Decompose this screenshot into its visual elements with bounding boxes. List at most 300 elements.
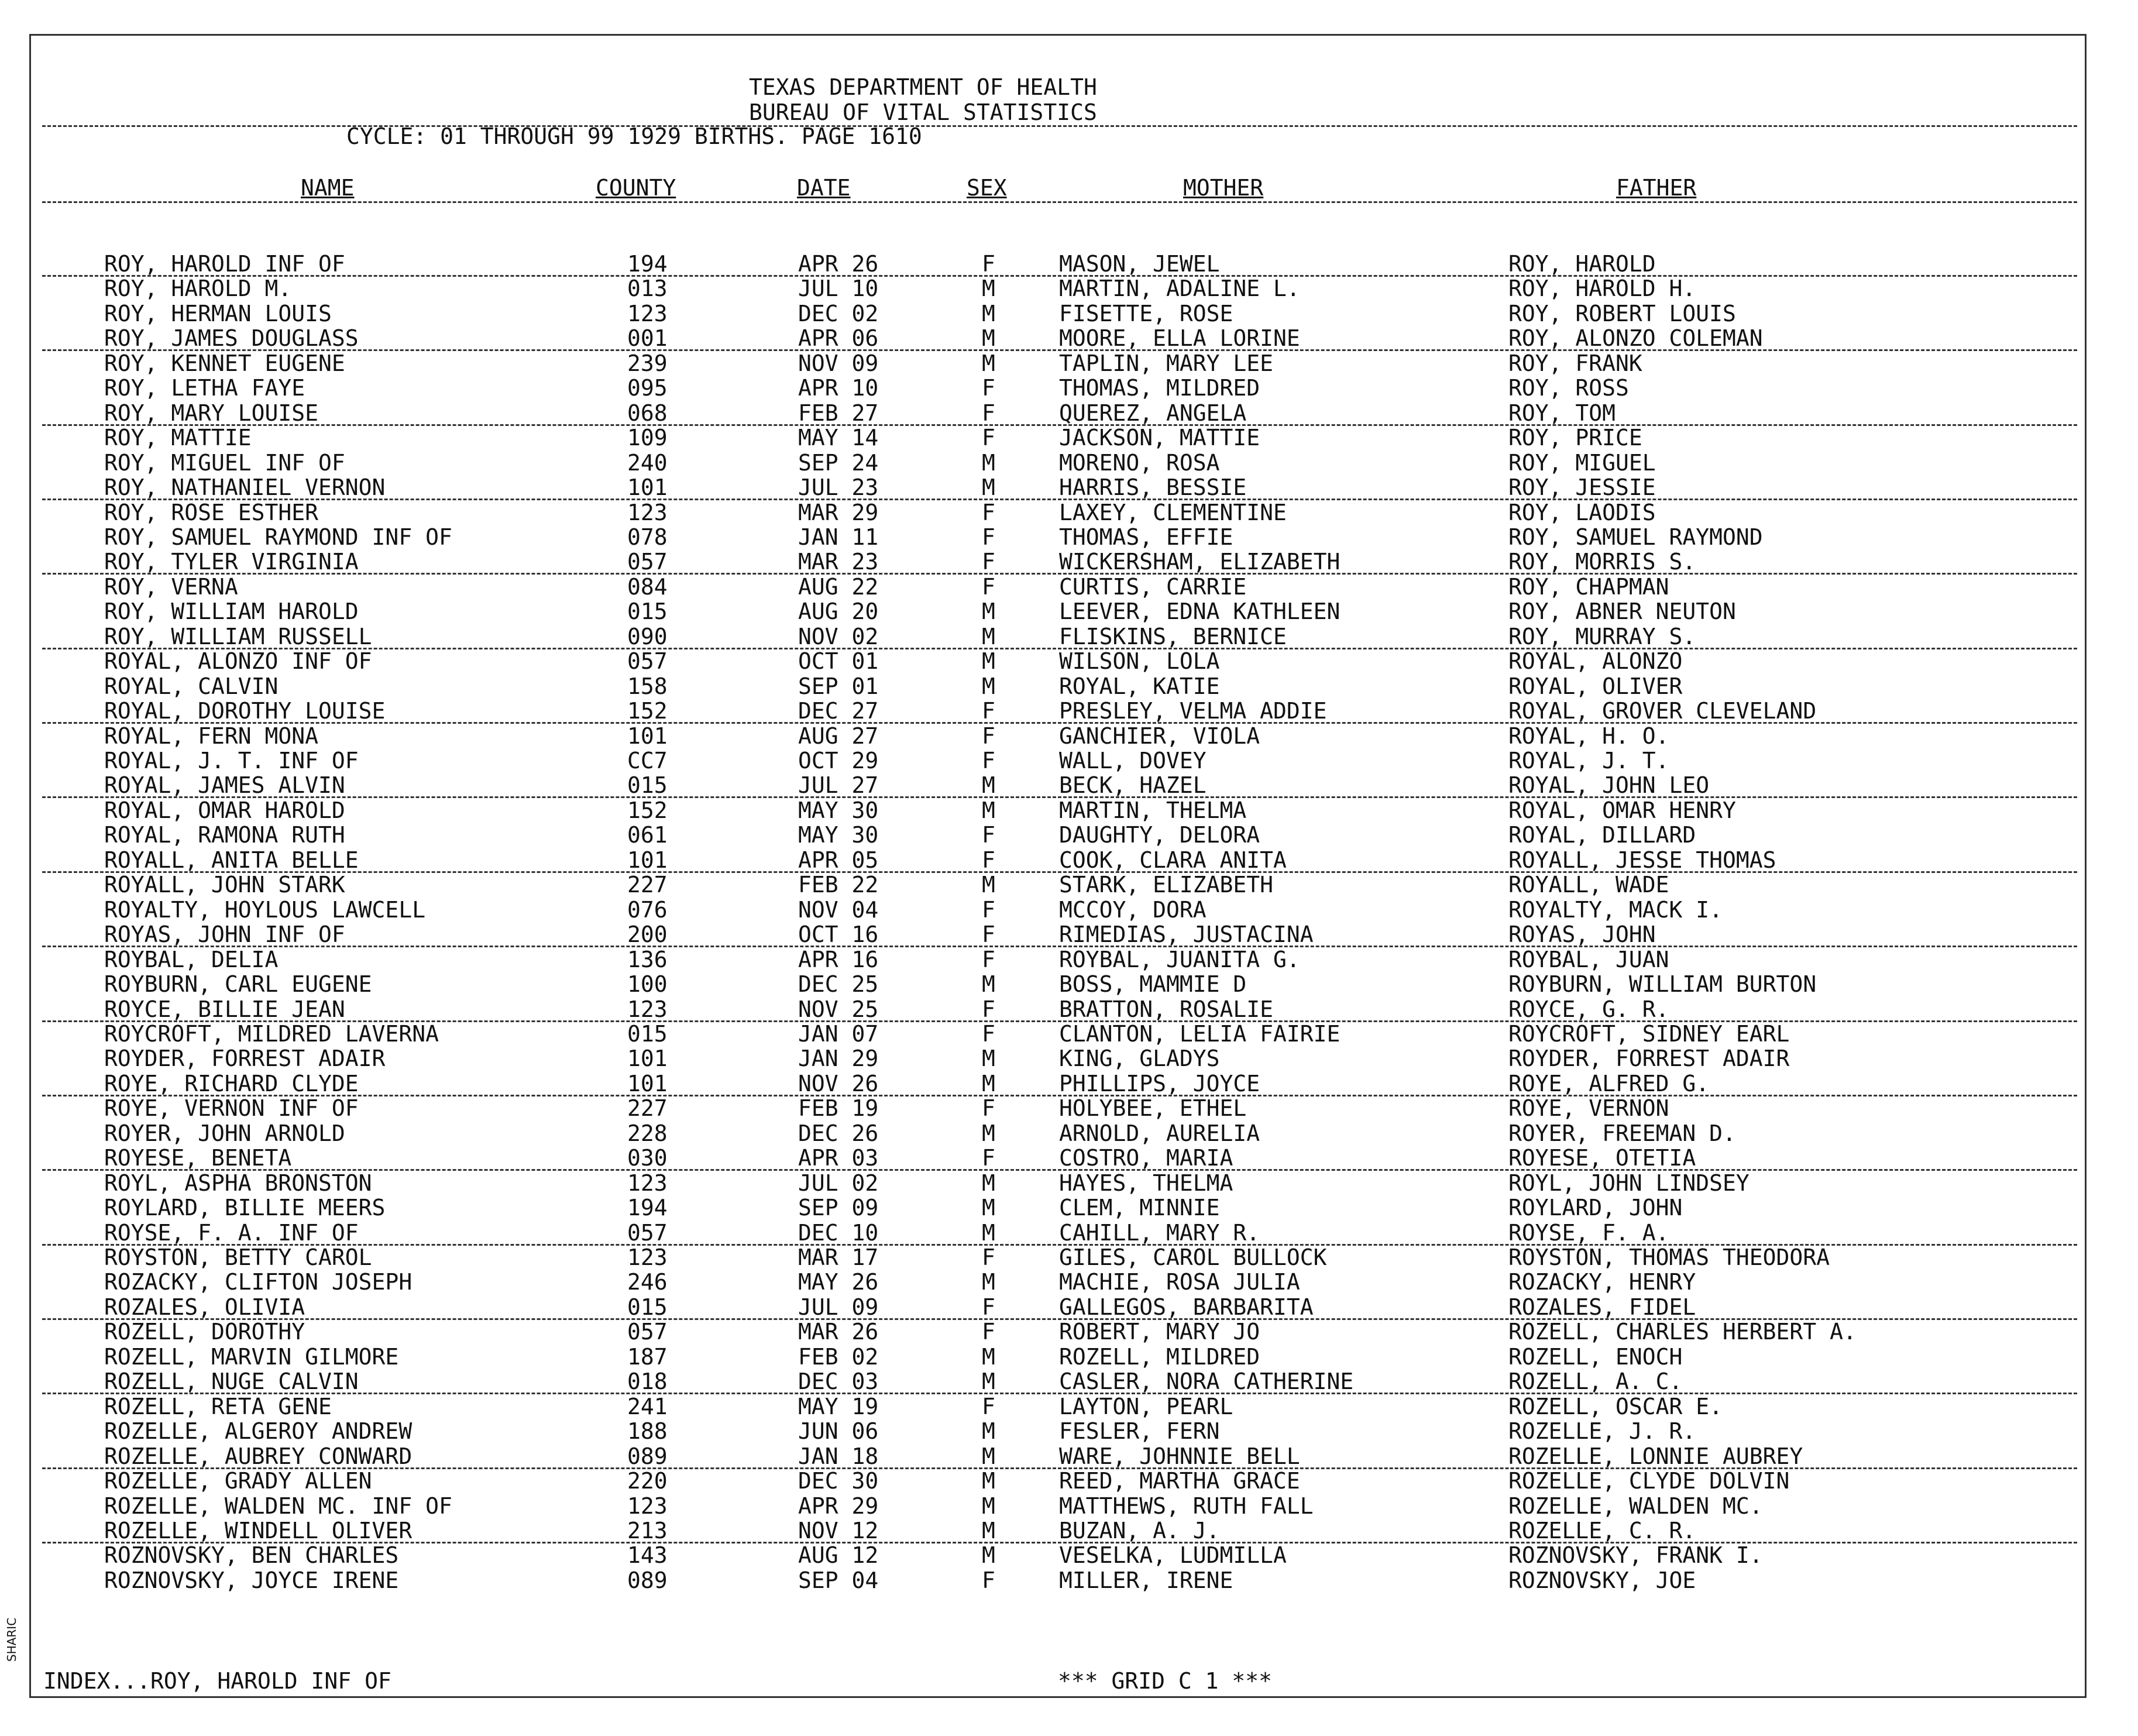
cell-mother: JACKSON, MATTIE xyxy=(1059,425,1260,451)
cell-county: 152 xyxy=(627,797,668,823)
cell-county: 187 xyxy=(627,1344,668,1370)
column-header-date: DATE xyxy=(797,175,851,201)
cell-father: ROY, MORRIS S. xyxy=(1508,549,1696,575)
cell-sex: F xyxy=(982,947,995,972)
cell-father: ROY, ROBERT LOUIS xyxy=(1508,301,1736,326)
cell-date: JUL 09 xyxy=(798,1294,879,1320)
column-header-county: COUNTY xyxy=(596,175,676,201)
cell-date: DEC 02 xyxy=(798,301,879,326)
cell-name: ROYAL, RAMONA RUTH xyxy=(104,822,345,848)
cell-sex: F xyxy=(982,897,995,923)
cell-father: ROYE, ALFRED G. xyxy=(1508,1071,1710,1096)
table-row xyxy=(0,773,2138,797)
cell-date: MAR 23 xyxy=(798,549,879,575)
cell-date: DEC 03 xyxy=(798,1369,879,1394)
cell-name: ROYALL, JOHN STARK xyxy=(104,872,345,898)
cell-mother: QUEREZ, ANGELA xyxy=(1059,400,1247,426)
cell-county: 084 xyxy=(627,574,668,600)
cell-name: ROZNOVSKY, JOYCE IRENE xyxy=(104,1567,399,1593)
cell-sex: M xyxy=(982,1120,995,1146)
cell-county: 057 xyxy=(627,1220,668,1246)
cell-county: 015 xyxy=(627,1294,668,1320)
cell-county: 076 xyxy=(627,897,668,923)
cell-father: ROY, SAMUEL RAYMOND xyxy=(1508,524,1763,550)
cell-name: ROZELL, NUGE CALVIN xyxy=(104,1369,359,1394)
cell-father: ROYCE, G. R. xyxy=(1508,996,1669,1022)
cell-name: ROYL, ASPHA BRONSTON xyxy=(104,1170,372,1196)
cell-date: AUG 20 xyxy=(798,599,879,624)
cell-name: ROY, SAMUEL RAYMOND INF OF xyxy=(104,524,452,550)
cell-father: ROYLARD, JOHN xyxy=(1508,1195,1683,1221)
cell-name: ROY, WILLIAM HAROLD xyxy=(104,599,359,624)
cell-mother: BECK, HAZEL xyxy=(1059,772,1207,798)
cell-father: ROZACKY, HENRY xyxy=(1508,1269,1696,1295)
cell-mother: STARK, ELIZABETH xyxy=(1059,872,1274,898)
cell-name: ROZALES, OLIVIA xyxy=(104,1294,305,1320)
cell-county: 095 xyxy=(627,375,668,401)
cell-father: ROY, HAROLD H. xyxy=(1508,276,1696,301)
table-row xyxy=(0,1121,2138,1146)
cell-name: ROYSE, F. A. INF OF xyxy=(104,1220,359,1246)
cell-date: MAR 17 xyxy=(798,1245,879,1270)
cell-date: FEB 22 xyxy=(798,872,879,898)
cell-date: AUG 27 xyxy=(798,723,879,749)
table-row xyxy=(0,1146,2138,1170)
footer-index: INDEX...ROY, HAROLD INF OF xyxy=(43,1668,391,1694)
table-row xyxy=(0,1394,2138,1419)
table-row xyxy=(0,1046,2138,1071)
cell-date: NOV 09 xyxy=(798,350,879,376)
cell-name: ROYLARD, BILLIE MEERS xyxy=(104,1195,386,1221)
cell-father: ROY, ROSS xyxy=(1508,375,1629,401)
cell-mother: MARTIN, ADALINE L. xyxy=(1059,276,1300,301)
cell-name: ROY, MATTIE xyxy=(104,425,252,451)
table-row xyxy=(0,326,2138,350)
cell-name: ROYAL, ALONZO INF OF xyxy=(104,648,372,674)
cell-father: ROYAL, J. T. xyxy=(1508,748,1669,774)
cell-mother: FLISKINS, BERNICE xyxy=(1059,624,1287,649)
table-row xyxy=(0,500,2138,525)
cell-date: NOV 02 xyxy=(798,624,879,649)
cell-name: ROYALTY, HOYLOUS LAWCELL xyxy=(104,897,426,923)
cell-date: MAY 26 xyxy=(798,1269,879,1295)
cell-mother: ROZELL, MILDRED xyxy=(1059,1344,1260,1370)
cell-name: ROYALL, ANITA BELLE xyxy=(104,847,359,873)
cell-date: JUL 27 xyxy=(798,772,879,798)
cell-county: 220 xyxy=(627,1468,668,1494)
cell-mother: GANCHIER, VIOLA xyxy=(1059,723,1260,749)
cell-sex: M xyxy=(982,1468,995,1494)
cell-sex: M xyxy=(982,673,995,699)
cell-sex: F xyxy=(982,748,995,774)
cell-name: ROYCROFT, MILDRED LAVERNA xyxy=(104,1021,439,1047)
table-row xyxy=(0,1171,2138,1195)
cell-sex: F xyxy=(982,500,995,525)
cell-sex: M xyxy=(982,797,995,823)
cell-county: 090 xyxy=(627,624,668,649)
cell-name: ROY, NATHANIEL VERNON xyxy=(104,475,386,500)
cell-date: JAN 29 xyxy=(798,1046,879,1071)
cell-mother: BOSS, MAMMIE D xyxy=(1059,971,1247,997)
cell-sex: F xyxy=(982,251,995,277)
cell-date: SEP 09 xyxy=(798,1195,879,1221)
cell-name: ROY, HERMAN LOUIS xyxy=(104,301,332,326)
cell-date: DEC 26 xyxy=(798,1120,879,1146)
table-row xyxy=(0,1345,2138,1369)
cell-name: ROY, MIGUEL INF OF xyxy=(104,450,345,476)
table-row xyxy=(0,922,2138,947)
cell-mother: THOMAS, MILDRED xyxy=(1059,375,1260,401)
cell-county: 188 xyxy=(627,1418,668,1444)
cell-county: 213 xyxy=(627,1518,668,1544)
cell-father: ROY, TOM xyxy=(1508,400,1616,426)
cell-father: ROZELL, ENOCH xyxy=(1508,1344,1683,1370)
cell-date: JUN 06 xyxy=(798,1418,879,1444)
table-row xyxy=(0,276,2138,301)
cell-father: ROYBAL, JUAN xyxy=(1508,947,1669,972)
cell-sex: M xyxy=(982,772,995,798)
table-row xyxy=(0,575,2138,599)
cell-mother: CLANTON, LELIA FAIRIE xyxy=(1059,1021,1340,1047)
cell-mother: LEEVER, EDNA KATHLEEN xyxy=(1059,599,1340,624)
table-row xyxy=(0,599,2138,624)
table-row xyxy=(0,1444,2138,1469)
cell-mother: MARTIN, THELMA xyxy=(1059,797,1247,823)
cell-mother: THOMAS, EFFIE xyxy=(1059,524,1233,550)
cell-mother: ARNOLD, AURELIA xyxy=(1059,1120,1260,1146)
cell-mother: ROYBAL, JUANITA G. xyxy=(1059,947,1300,972)
cell-sex: M xyxy=(982,971,995,997)
cell-father: ROZELLE, CLYDE DOLVIN xyxy=(1508,1468,1790,1494)
header-title: TEXAS DEPARTMENT OF HEALTH xyxy=(749,74,1097,100)
table-row xyxy=(0,1543,2138,1567)
cell-father: ROYL, JOHN LINDSEY xyxy=(1508,1170,1749,1196)
cell-mother: ROYAL, KATIE xyxy=(1059,673,1220,699)
table-row xyxy=(0,649,2138,673)
table-row xyxy=(0,1096,2138,1120)
cell-county: 001 xyxy=(627,325,668,351)
cell-father: ROY, CHAPMAN xyxy=(1508,574,1669,600)
cell-county: 158 xyxy=(627,673,668,699)
cell-county: 089 xyxy=(627,1443,668,1469)
cell-date: OCT 16 xyxy=(798,922,879,947)
cell-father: ROYAL, OMAR HENRY xyxy=(1508,797,1736,823)
cell-name: ROZELL, RETA GENE xyxy=(104,1394,332,1419)
cell-mother: LAXEY, CLEMENTINE xyxy=(1059,500,1287,525)
cell-sex: M xyxy=(982,1443,995,1469)
cell-father: ROYALTY, MACK I. xyxy=(1508,897,1723,923)
cell-county: 061 xyxy=(627,822,668,848)
cell-mother: CLEM, MINNIE xyxy=(1059,1195,1220,1221)
cell-date: OCT 29 xyxy=(798,748,879,774)
cell-county: 152 xyxy=(627,698,668,724)
cell-date: MAY 19 xyxy=(798,1394,879,1419)
table-row xyxy=(0,1369,2138,1394)
cell-name: ROYAL, J. T. INF OF xyxy=(104,748,359,774)
cell-sex: M xyxy=(982,1493,995,1519)
cell-date: APR 29 xyxy=(798,1493,879,1519)
table-row xyxy=(0,1071,2138,1096)
cell-county: 194 xyxy=(627,251,668,277)
cell-sex: M xyxy=(982,325,995,351)
cell-name: ROZACKY, CLIFTON JOSEPH xyxy=(104,1269,413,1295)
cell-county: 246 xyxy=(627,1269,668,1295)
cell-county: 109 xyxy=(627,425,668,451)
cell-father: ROZELLE, C. R. xyxy=(1508,1518,1696,1544)
cell-date: NOV 04 xyxy=(798,897,879,923)
cell-mother: PHILLIPS, JOYCE xyxy=(1059,1071,1260,1096)
cell-date: JAN 07 xyxy=(798,1021,879,1047)
column-header-divider xyxy=(42,201,2077,203)
cell-county: 101 xyxy=(627,1071,668,1096)
cell-sex: M xyxy=(982,475,995,500)
cell-mother: MCCOY, DORA xyxy=(1059,897,1207,923)
cell-county: 015 xyxy=(627,1021,668,1047)
cell-father: ROY, ALONZO COLEMAN xyxy=(1508,325,1763,351)
cell-county: 101 xyxy=(627,1046,668,1071)
cell-mother: WARE, JOHNNIE BELL xyxy=(1059,1443,1300,1469)
cell-name: ROYE, RICHARD CLYDE xyxy=(104,1071,359,1096)
cell-sex: M xyxy=(982,1418,995,1444)
cell-county: 228 xyxy=(627,1120,668,1146)
cell-father: ROYAL, GROVER CLEVELAND xyxy=(1508,698,1817,724)
cell-date: MAY 30 xyxy=(798,822,879,848)
cell-county: 101 xyxy=(627,475,668,500)
cell-mother: WALL, DOVEY xyxy=(1059,748,1207,774)
cell-date: MAR 29 xyxy=(798,500,879,525)
cell-name: ROY, LETHA FAYE xyxy=(104,375,305,401)
side-stamp xyxy=(5,1617,28,1697)
cell-name: ROYBURN, CARL EUGENE xyxy=(104,971,372,997)
table-row xyxy=(0,1195,2138,1220)
cell-name: ROY, VERNA xyxy=(104,574,238,600)
cell-sex: M xyxy=(982,1542,995,1568)
cell-mother: CURTIS, CARRIE xyxy=(1059,574,1247,600)
cell-county: 015 xyxy=(627,599,668,624)
cell-name: ROYE, VERNON INF OF xyxy=(104,1095,359,1121)
cell-sex: F xyxy=(982,549,995,575)
cell-mother: CAHILL, MARY R. xyxy=(1059,1220,1260,1246)
cell-father: ROZELL, A. C. xyxy=(1508,1369,1683,1394)
cell-name: ROYAS, JOHN INF OF xyxy=(104,922,345,947)
cell-father: ROY, JESSIE xyxy=(1508,475,1656,500)
cell-sex: F xyxy=(982,1294,995,1320)
cell-name: ROZELLE, WALDEN MC. INF OF xyxy=(104,1493,452,1519)
cell-mother: RIMEDIAS, JUSTACINA xyxy=(1059,922,1314,947)
cell-mother: COSTRO, MARIA xyxy=(1059,1145,1233,1171)
cell-mother: HAYES, THELMA xyxy=(1059,1170,1233,1196)
cell-name: ROZELLE, WINDELL OLIVER xyxy=(104,1518,413,1544)
cell-date: DEC 10 xyxy=(798,1220,879,1246)
cell-name: ROYSTON, BETTY CAROL xyxy=(104,1245,372,1270)
cell-date: APR 05 xyxy=(798,847,879,873)
cell-father: ROZNOVSKY, JOE xyxy=(1508,1567,1696,1593)
cell-date: DEC 27 xyxy=(798,698,879,724)
cell-name: ROZELLE, AUBREY CONWARD xyxy=(104,1443,413,1469)
cell-sex: F xyxy=(982,698,995,724)
cell-county: 068 xyxy=(627,400,668,426)
cell-date: JUL 10 xyxy=(798,276,879,301)
table-row xyxy=(0,1518,2138,1543)
cell-mother: MILLER, IRENE xyxy=(1059,1567,1233,1593)
cell-date: FEB 02 xyxy=(798,1344,879,1370)
table-row xyxy=(0,376,2138,400)
cell-date: SEP 24 xyxy=(798,450,879,476)
cell-county: 015 xyxy=(627,772,668,798)
cell-name: ROYAL, DOROTHY LOUISE xyxy=(104,698,386,724)
cell-mother: GILES, CAROL BULLOCK xyxy=(1059,1245,1327,1270)
cell-father: ROYSE, F. A. xyxy=(1508,1220,1669,1246)
cell-father: ROZELL, OSCAR E. xyxy=(1508,1394,1723,1419)
cell-sex: M xyxy=(982,872,995,898)
cell-sex: F xyxy=(982,1095,995,1121)
cell-father: ROYAL, JOHN LEO xyxy=(1508,772,1710,798)
cell-date: FEB 19 xyxy=(798,1095,879,1121)
cell-mother: FESLER, FERN xyxy=(1059,1418,1220,1444)
table-row xyxy=(0,724,2138,748)
cell-sex: M xyxy=(982,1195,995,1221)
table-row xyxy=(0,1270,2138,1294)
header-subtitle: BUREAU OF VITAL STATISTICS xyxy=(749,99,1097,125)
cell-father: ROYALL, JESSE THOMAS xyxy=(1508,847,1776,873)
cell-date: NOV 25 xyxy=(798,996,879,1022)
cell-mother: MASON, JEWEL xyxy=(1059,251,1220,277)
cell-sex: M xyxy=(982,450,995,476)
cell-sex: F xyxy=(982,400,995,426)
column-header-sex: SEX xyxy=(967,175,1007,201)
cell-date: FEB 27 xyxy=(798,400,879,426)
column-header-name: NAME xyxy=(301,175,355,201)
cell-date: MAR 26 xyxy=(798,1319,879,1345)
cell-county: 013 xyxy=(627,276,668,301)
table-row xyxy=(0,823,2138,847)
cell-sex: M xyxy=(982,1220,995,1246)
cell-sex: M xyxy=(982,1269,995,1295)
cell-name: ROY, WILLIAM RUSSELL xyxy=(104,624,372,649)
cell-date: DEC 25 xyxy=(798,971,879,997)
cell-date: APR 10 xyxy=(798,375,879,401)
column-header-father: FATHER xyxy=(1616,175,1697,201)
cell-mother: PRESLEY, VELMA ADDIE xyxy=(1059,698,1327,724)
cell-father: ROY, FRANK xyxy=(1508,350,1642,376)
cell-sex: F xyxy=(982,1567,995,1593)
header-divider xyxy=(42,125,2077,127)
table-row xyxy=(0,1419,2138,1443)
cell-date: OCT 01 xyxy=(798,648,879,674)
cell-sex: M xyxy=(982,1046,995,1071)
cell-father: ROYALL, WADE xyxy=(1508,872,1669,898)
table-row xyxy=(0,947,2138,972)
cell-name: ROY, JAMES DOUGLASS xyxy=(104,325,359,351)
cell-name: ROY, MARY LOUISE xyxy=(104,400,319,426)
cell-sex: F xyxy=(982,847,995,873)
cell-father: ROYAL, DILLARD xyxy=(1508,822,1696,848)
table-row xyxy=(0,425,2138,450)
cell-mother: VESELKA, LUDMILLA xyxy=(1059,1542,1287,1568)
cell-name: ROZELL, DOROTHY xyxy=(104,1319,305,1345)
cell-county: 018 xyxy=(627,1369,668,1394)
cell-county: 101 xyxy=(627,847,668,873)
cell-date: APR 06 xyxy=(798,325,879,351)
cell-name: ROY, ROSE ESTHER xyxy=(104,500,319,525)
cell-father: ROZELLE, J. R. xyxy=(1508,1418,1696,1444)
table-row xyxy=(0,1494,2138,1518)
cell-county: 241 xyxy=(627,1394,668,1419)
cell-mother: MACHIE, ROSA JULIA xyxy=(1059,1269,1300,1295)
cell-sex: M xyxy=(982,1518,995,1544)
cell-mother: GALLEGOS, BARBARITA xyxy=(1059,1294,1314,1320)
cell-date: DEC 30 xyxy=(798,1468,879,1494)
table-row xyxy=(0,525,2138,549)
cell-father: ROYBURN, WILLIAM BURTON xyxy=(1508,971,1817,997)
cell-sex: M xyxy=(982,599,995,624)
cell-father: ROYDER, FORREST ADAIR xyxy=(1508,1046,1790,1071)
cell-mother: WILSON, LOLA xyxy=(1059,648,1220,674)
cell-mother: FISETTE, ROSE xyxy=(1059,301,1233,326)
cell-date: JAN 11 xyxy=(798,524,879,550)
cell-sex: F xyxy=(982,1245,995,1270)
cell-county: 227 xyxy=(627,1095,668,1121)
cell-date: AUG 12 xyxy=(798,1542,879,1568)
cell-date: SEP 04 xyxy=(798,1567,879,1593)
table-row xyxy=(0,1469,2138,1493)
column-header-mother: MOTHER xyxy=(1183,175,1264,201)
cell-mother: KING, GLADYS xyxy=(1059,1046,1220,1071)
cycle-line: CYCLE: 01 THROUGH 99 1929 BIRTHS. PAGE 1610 xyxy=(346,123,922,149)
cell-date: MAY 14 xyxy=(798,425,879,451)
footer-grid: *** GRID C 1 *** xyxy=(1058,1668,1273,1694)
cell-mother: REED, MARTHA GRACE xyxy=(1059,1468,1300,1494)
table-row xyxy=(0,549,2138,574)
cell-father: ROZELLE, LONNIE AUBREY xyxy=(1508,1443,1803,1469)
cell-father: ROYSTON, THOMAS THEODORA xyxy=(1508,1245,1830,1270)
cell-name: ROYAL, OMAR HAROLD xyxy=(104,797,345,823)
cell-sex: F xyxy=(982,1145,995,1171)
cell-sex: F xyxy=(982,922,995,947)
cell-sex: M xyxy=(982,1369,995,1394)
cell-name: ROYAL, FERN MONA xyxy=(104,723,319,749)
cell-county: CC7 xyxy=(627,748,668,774)
cell-sex: F xyxy=(982,996,995,1022)
table-row xyxy=(0,898,2138,922)
table-row xyxy=(0,699,2138,723)
cell-date: JUL 23 xyxy=(798,475,879,500)
cell-father: ROYAS, JOHN xyxy=(1508,922,1656,947)
cell-sex: F xyxy=(982,425,995,451)
cell-father: ROY, MIGUEL xyxy=(1508,450,1656,476)
cell-father: ROYAL, OLIVER xyxy=(1508,673,1683,699)
cell-date: NOV 26 xyxy=(798,1071,879,1096)
cell-county: 057 xyxy=(627,549,668,575)
cell-name: ROY, TYLER VIRGINIA xyxy=(104,549,359,575)
table-row xyxy=(0,624,2138,649)
cell-county: 123 xyxy=(627,301,668,326)
cell-mother: COOK, CLARA ANITA xyxy=(1059,847,1287,873)
cell-mother: LAYTON, PEARL xyxy=(1059,1394,1233,1419)
cell-mother: BUZAN, A. J. xyxy=(1059,1518,1220,1544)
cell-county: 100 xyxy=(627,971,668,997)
cell-name: ROYDER, FORREST ADAIR xyxy=(104,1046,386,1071)
cell-father: ROZNOVSKY, FRANK I. xyxy=(1508,1542,1763,1568)
cell-father: ROYAL, ALONZO xyxy=(1508,648,1683,674)
cell-sex: M xyxy=(982,350,995,376)
cell-sex: F xyxy=(982,375,995,401)
cell-county: 057 xyxy=(627,648,668,674)
cell-sex: M xyxy=(982,1344,995,1370)
cell-mother: DAUGHTY, DELORA xyxy=(1059,822,1260,848)
cell-county: 136 xyxy=(627,947,668,972)
cell-name: ROYCE, BILLIE JEAN xyxy=(104,996,345,1022)
